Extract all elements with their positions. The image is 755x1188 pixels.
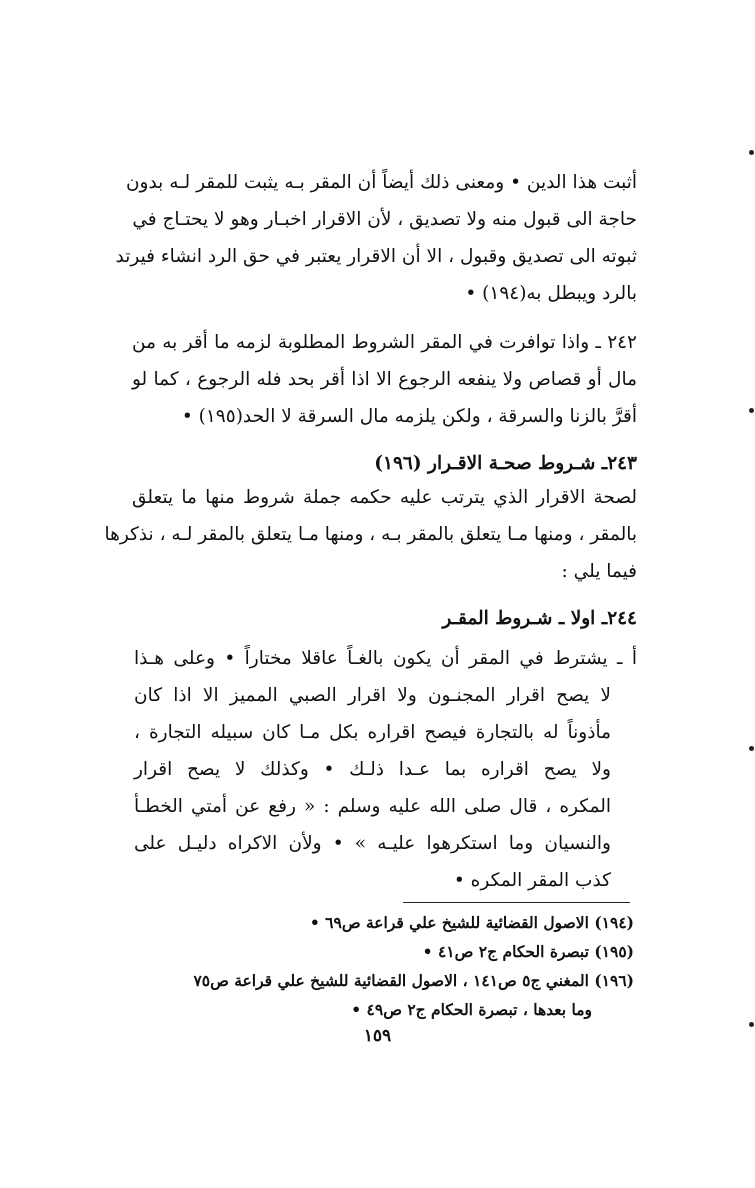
- paragraph-line: ولا يصح اقراره بما عـدا ذلـك • وكذلك لا يصح اقرار: [134, 759, 611, 780]
- section-heading-text: ٢٤٣ـ شـروط صحـة الاقـرار (١٩٦): [374, 453, 637, 474]
- paragraph-line: بالرد ويبطل به(١٩٤) •: [465, 283, 637, 304]
- paragraph-line: حاجة الى قبول منه ولا تصديق ، لأن الاقرار اخبـار وهو لا يحتـاج في: [132, 209, 637, 230]
- paragraph-line: مال أو قصاص ولا ينفعه الرجوع الا اذا أقر بحد فله الرجوع ، كما لو: [132, 369, 637, 390]
- page-number: ١٥٩: [363, 1026, 392, 1046]
- paragraph-line: أ ـ يشترط في المقر أن يكون بالغـاً عاقلا مختاراً • وعلى هـذا: [134, 648, 637, 669]
- footnote-195: (١٩٥) تبصرة الحكام ج٢ ص٤١ •: [422, 942, 634, 961]
- paragraph-line: والنسيان وما استكرهوا عليـه » • ولأن الاكراه دليـل على: [134, 833, 611, 854]
- section-heading-244: [132, 600, 637, 637]
- paragraph-line: فيما يلي :: [561, 561, 637, 582]
- footnote-divider: [403, 902, 630, 903]
- scan-speck: [749, 1022, 754, 1027]
- paragraph-line: المكره ، قال صلى الله عليه وسلم : « رفع عن أمتي الخطـأ: [134, 796, 611, 817]
- section-heading-text: ٢٤٤ـ اولا ـ شـروط المقـر: [442, 608, 637, 629]
- paragraph-3: [104, 479, 637, 590]
- footnotes: [114, 908, 634, 1024]
- paragraph-line: مأذوناً له بالتجارة فيصح اقراره بكل مـا كان سبيله التجارة ،: [134, 722, 611, 743]
- footnote-194: (١٩٤) الاصول القضائية للشيخ علي قراعة ص٦٩ •: [309, 913, 634, 932]
- paragraph-line: لا يصح اقرار المجنـون ولا اقرار الصبي المميز الا اذا كان: [134, 685, 611, 706]
- paragraph-1: [115, 164, 637, 312]
- paragraph-4: [134, 640, 637, 899]
- paragraph-line: ثبوته الى تصديق وقبول ، الا أن الاقرار يعتبر في حق الرد انشاء فيرتد: [115, 246, 637, 267]
- section-heading-243: [132, 445, 637, 482]
- paragraph-line: أثبت هذا الدين • ومعنى ذلك أيضاً أن المقر بـه يثبت للمقر لـه بدون: [125, 172, 637, 193]
- paragraph-line: بالمقر ، ومنها مـا يتعلق بالمقر بـه ، ومنها مـا يتعلق بالمقر لـه ، نذكرها: [104, 524, 637, 545]
- paragraph-line: ٢٤٢ ـ واذا توافرت في المقر الشروط المطلوبة لزمه ما أقر به من: [132, 332, 637, 353]
- scan-speck: [749, 150, 754, 155]
- paragraph-line: أقرَّ بالزنا والسرقة ، ولكن يلزمه مال السرقة لا الحد(١٩٥) •: [181, 406, 637, 427]
- footnote-196-continuation: وما بعدها ، تبصرة الحكام ج٢ ص٤٩ •: [351, 1000, 592, 1019]
- scan-speck: [749, 408, 754, 413]
- scan-speck: [749, 746, 754, 751]
- paragraph-line: كذب المقر المكره •: [453, 870, 611, 891]
- paragraph-line: لصحة الاقرار الذي يترتب عليه حكمه جملة شروط منها ما يتعلق: [132, 487, 637, 508]
- paragraph-2: [132, 324, 637, 435]
- footnote-196: (١٩٦) المغني ج٥ ص١٤١ ، الاصول القضائية للشيخ علي قراعة ص٧٥: [193, 971, 634, 990]
